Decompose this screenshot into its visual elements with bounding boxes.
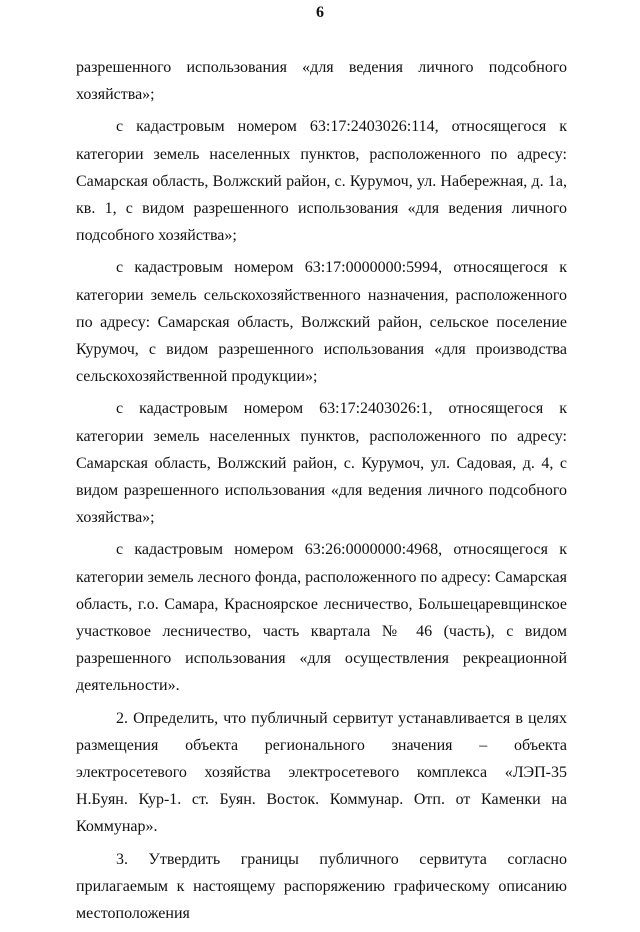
paragraph-6: 2. Определить, что публичный сервитут устанавливается в целях размещения объекта регионального значения – объекта электросетевого хозяйства электросетевого комплекса «ЛЭП-35 Н.Буян. Кур-1. ст. Буян. Восток. Коммунар. Отп. от Каменки на Коммунар».: [76, 709, 567, 836]
document-body: [76, 54, 567, 932]
page-number: 6: [316, 4, 324, 21]
paragraph-2: с кадастровым номером 63:17:2403026:114, относящегося к категории земель населенных пунктов, расположенного по адресу: Самарская область, Волжский район, с. Курумоч, ул. Набережная, д. 1а, кв. 1, с видом разрешенного использования «для ведения личного подсобного хозяйства»;: [76, 118, 567, 245]
paragraph-3: с кадастровым номером 63:17:0000000:5994, относящегося к категории земель сельскохозяйственного назначения, расположенного по адресу: Самарская область, Волжский район, сельское поселение Курумоч, с видом разрешенного использования «для производства сельскохозяйственной продукции»;: [76, 259, 567, 386]
paragraph-7: 3. Утвердить границы публичного сервитута согласно прилагаемым к настоящему распоряжению графическому описанию местоположения: [76, 850, 567, 923]
paragraph-1: разрешенного использования «для ведения личного подсобного хозяйства»;: [76, 59, 567, 104]
paragraph-4: с кадастровым номером 63:17:2403026:1, относящегося к категории земель населенных пунктов, расположенного по адресу: Самарская область, Волжский район, с. Курумоч, ул. Садовая, д. 4, с видом разрешенного использования «для ведения личного подсобного хозяйства»;: [76, 400, 567, 527]
paragraph-5: с кадастровым номером 63:26:0000000:4968, относящегося к категории земель лесного фонда, расположенного по адресу: Самарская область, г.о. Самара, Красноярское лесничество, Большецаревщинское участковое лесничество, часть квартала № 46 (часть), с видом разрешенного использования «для осуществления рекреационной деятельности».: [76, 541, 567, 695]
